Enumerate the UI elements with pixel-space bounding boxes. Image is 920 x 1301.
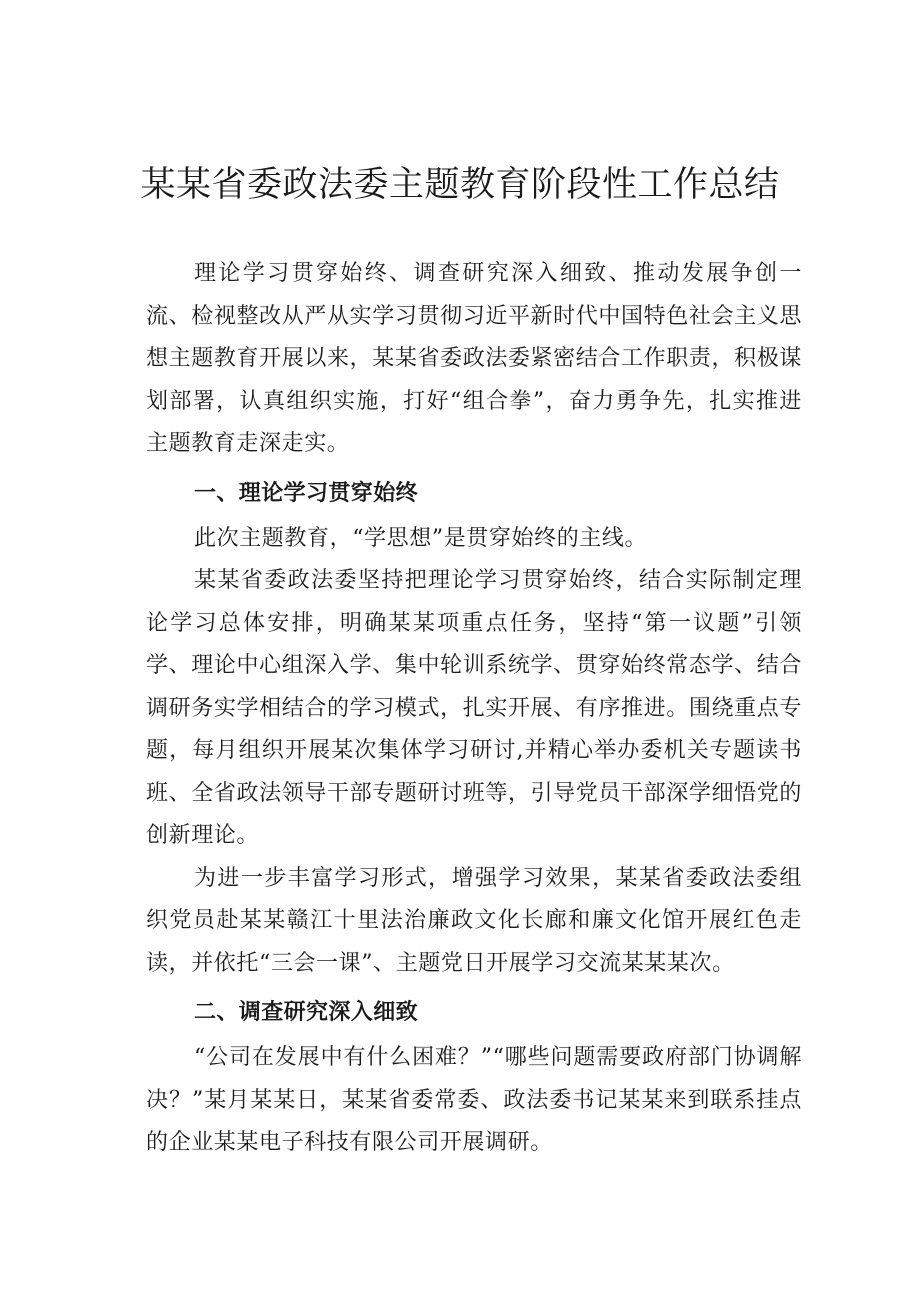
section-heading-theory-study: 一、理论学习贯穿始终: [194, 480, 419, 506]
document-title: 某某省委政法委主题教育阶段性工作总结: [140, 165, 780, 205]
document-body: [146, 253, 802, 1165]
paragraph: 某某省委政法委坚持把理论学习贯穿始终，结合实际制定理论学习总体安排，明确某某项重点任务，坚持“第一议题”引领学、理论中心组深入学、集中轮训系统学、贯穿始终常态学、结合调研务实学相结合的学习模式，扎实开展、有序推进。围绕重点专题，每月组织开展某次集体学习研讨,并精心举办委机关专题读书班、全省政法领导干部专题研讨班等，引导党员干部深学细悟党的创新理论。: [146, 568, 802, 848]
section-heading-investigation: 二、调查研究深入细致: [194, 1000, 419, 1025]
paragraph: 此次主题教育，“学思想”是贯穿始终的主线。: [194, 525, 648, 551]
intro-paragraph: 理论学习贯穿始终、调查研究深入细致、推动发展争创一流、检视整改从严从实学习贯彻习近平新时代中国特色社会主义思想主题教育开展以来，某某省委政法委紧密结合工作职责，积极谋划部署，认真组织实施，打好“组合拳”，奋力勇争先，扎实推进主题教育走深走实。: [146, 261, 802, 456]
paragraph: 为进一步丰富学习形式，增强学习效果，某某省委政法委组织党员赴某某赣江十里法治廉政文化长廊和廉文化馆开展红色走读，并依托“三会一课”、主题党日开展学习交流某某某次。: [146, 865, 802, 976]
paragraph: “公司在发展中有什么困难？”“哪些问题需要政府部门协调解决？”某月某某日，某某省委常委、政法委书记某某来到联系挂点的企业某某电子科技有限公司开展调研。: [146, 1045, 802, 1155]
